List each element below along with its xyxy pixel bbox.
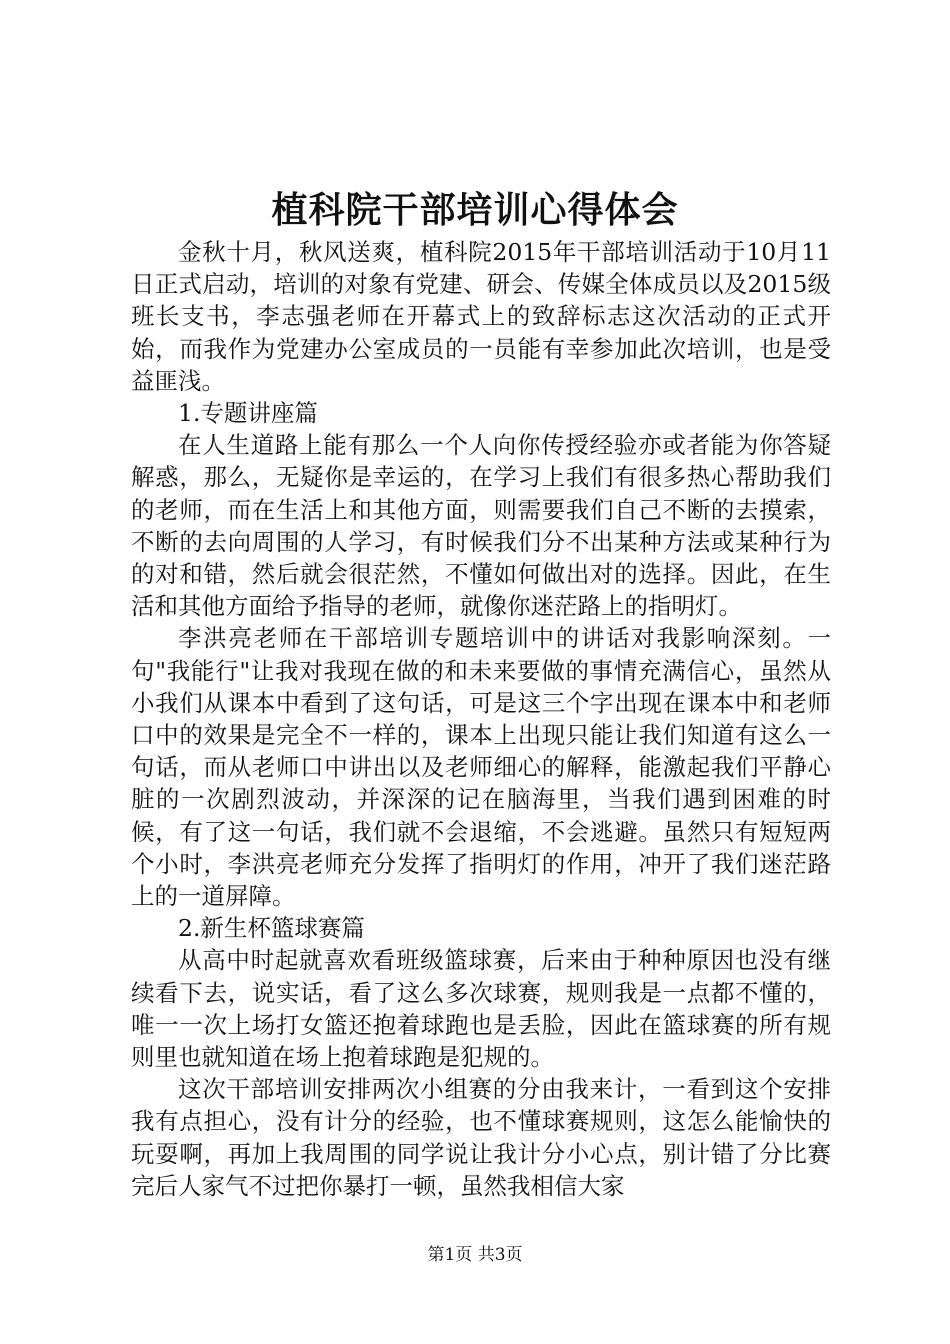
page-number-footer: 第1页 共3页 [427,1245,523,1265]
section-heading-basketball: 2.新生杯篮球赛篇 [178,914,365,943]
paragraph-lecture-1: 在人生道路上能有那么一个人向你传授经验亦或者能为你答疑解惑，那么，无疑你是幸运的，在学习上我们有很多热心帮助我们的老师，而在生活上和其他方面，则需要我们自己不断的去摸索，不断的去向周围的人学习，有时候我们分不出某种方法或某种行为的对和错，然后就会很茫然，不懂如何做出对的选择。因此，在生活和其他方面给予指导的老师，就像你迷茫路上的指明灯。 [131,431,831,621]
paragraph-basketball-1: 从高中时起就喜欢看班级篮球赛，后来由于种种原因也没有继续看下去，说实话，看了这么多次球赛，规则我是一点都不懂的，唯一一次上场打女篮还抱着球跑也是丢脸，因此在篮球赛的所有规则里也就知道在场上抱着球跑是犯规的。 [131,946,831,1072]
section-heading-lecture: 1.专题讲座篇 [178,399,318,428]
document-body [131,236,831,1202]
paragraph-intro: 金秋十月，秋风送爽，植科院2015年干部培训活动于10月11日正式启动，培训的对象有党建、研会、传媒全体成员以及2015级班长支书，李志强老师在开幕式上的致辞标志这次活动的正式开始，而我作为党建办公室成员的一员能有幸参加此次培训，也是受益匪浅。 [131,238,831,395]
page-title: 植科院干部培训心得体会 [271,189,679,231]
paragraph-lecture-2: 李洪亮老师在干部培训专题培训中的讲话对我影响深刻。一句"我能行"让我对我现在做的和未来要做的事情充满信心，虽然从小我们从课本中看到了这句话，可是这三个字出现在课本中和老师口中的效果是完全不一样的，课本上出现只能让我们知道有这么一句话，而从老师口中讲出以及老师细心的解释，能激起我们平静心脏的一次剧烈波动，并深深的记在脑海里，当我们遇到困难的时候，有了这一句话，我们就不会退缩，不会逃避。虽然只有短短两个小时，李洪亮老师充分发挥了指明灯的作用，冲开了我们迷茫路上的一道屏障。 [131,624,831,911]
paragraph-basketball-2: 这次干部培训安排两次小组赛的分由我来计，一看到这个安排我有点担心，没有计分的经验，也不懂球赛规则，这怎么能愉快的玩耍啊，再加上我周围的同学说让我计分小心点，别计错了分比赛完后人家气不过把你暴打一顿，虽然我相信大家 [131,1075,831,1200]
